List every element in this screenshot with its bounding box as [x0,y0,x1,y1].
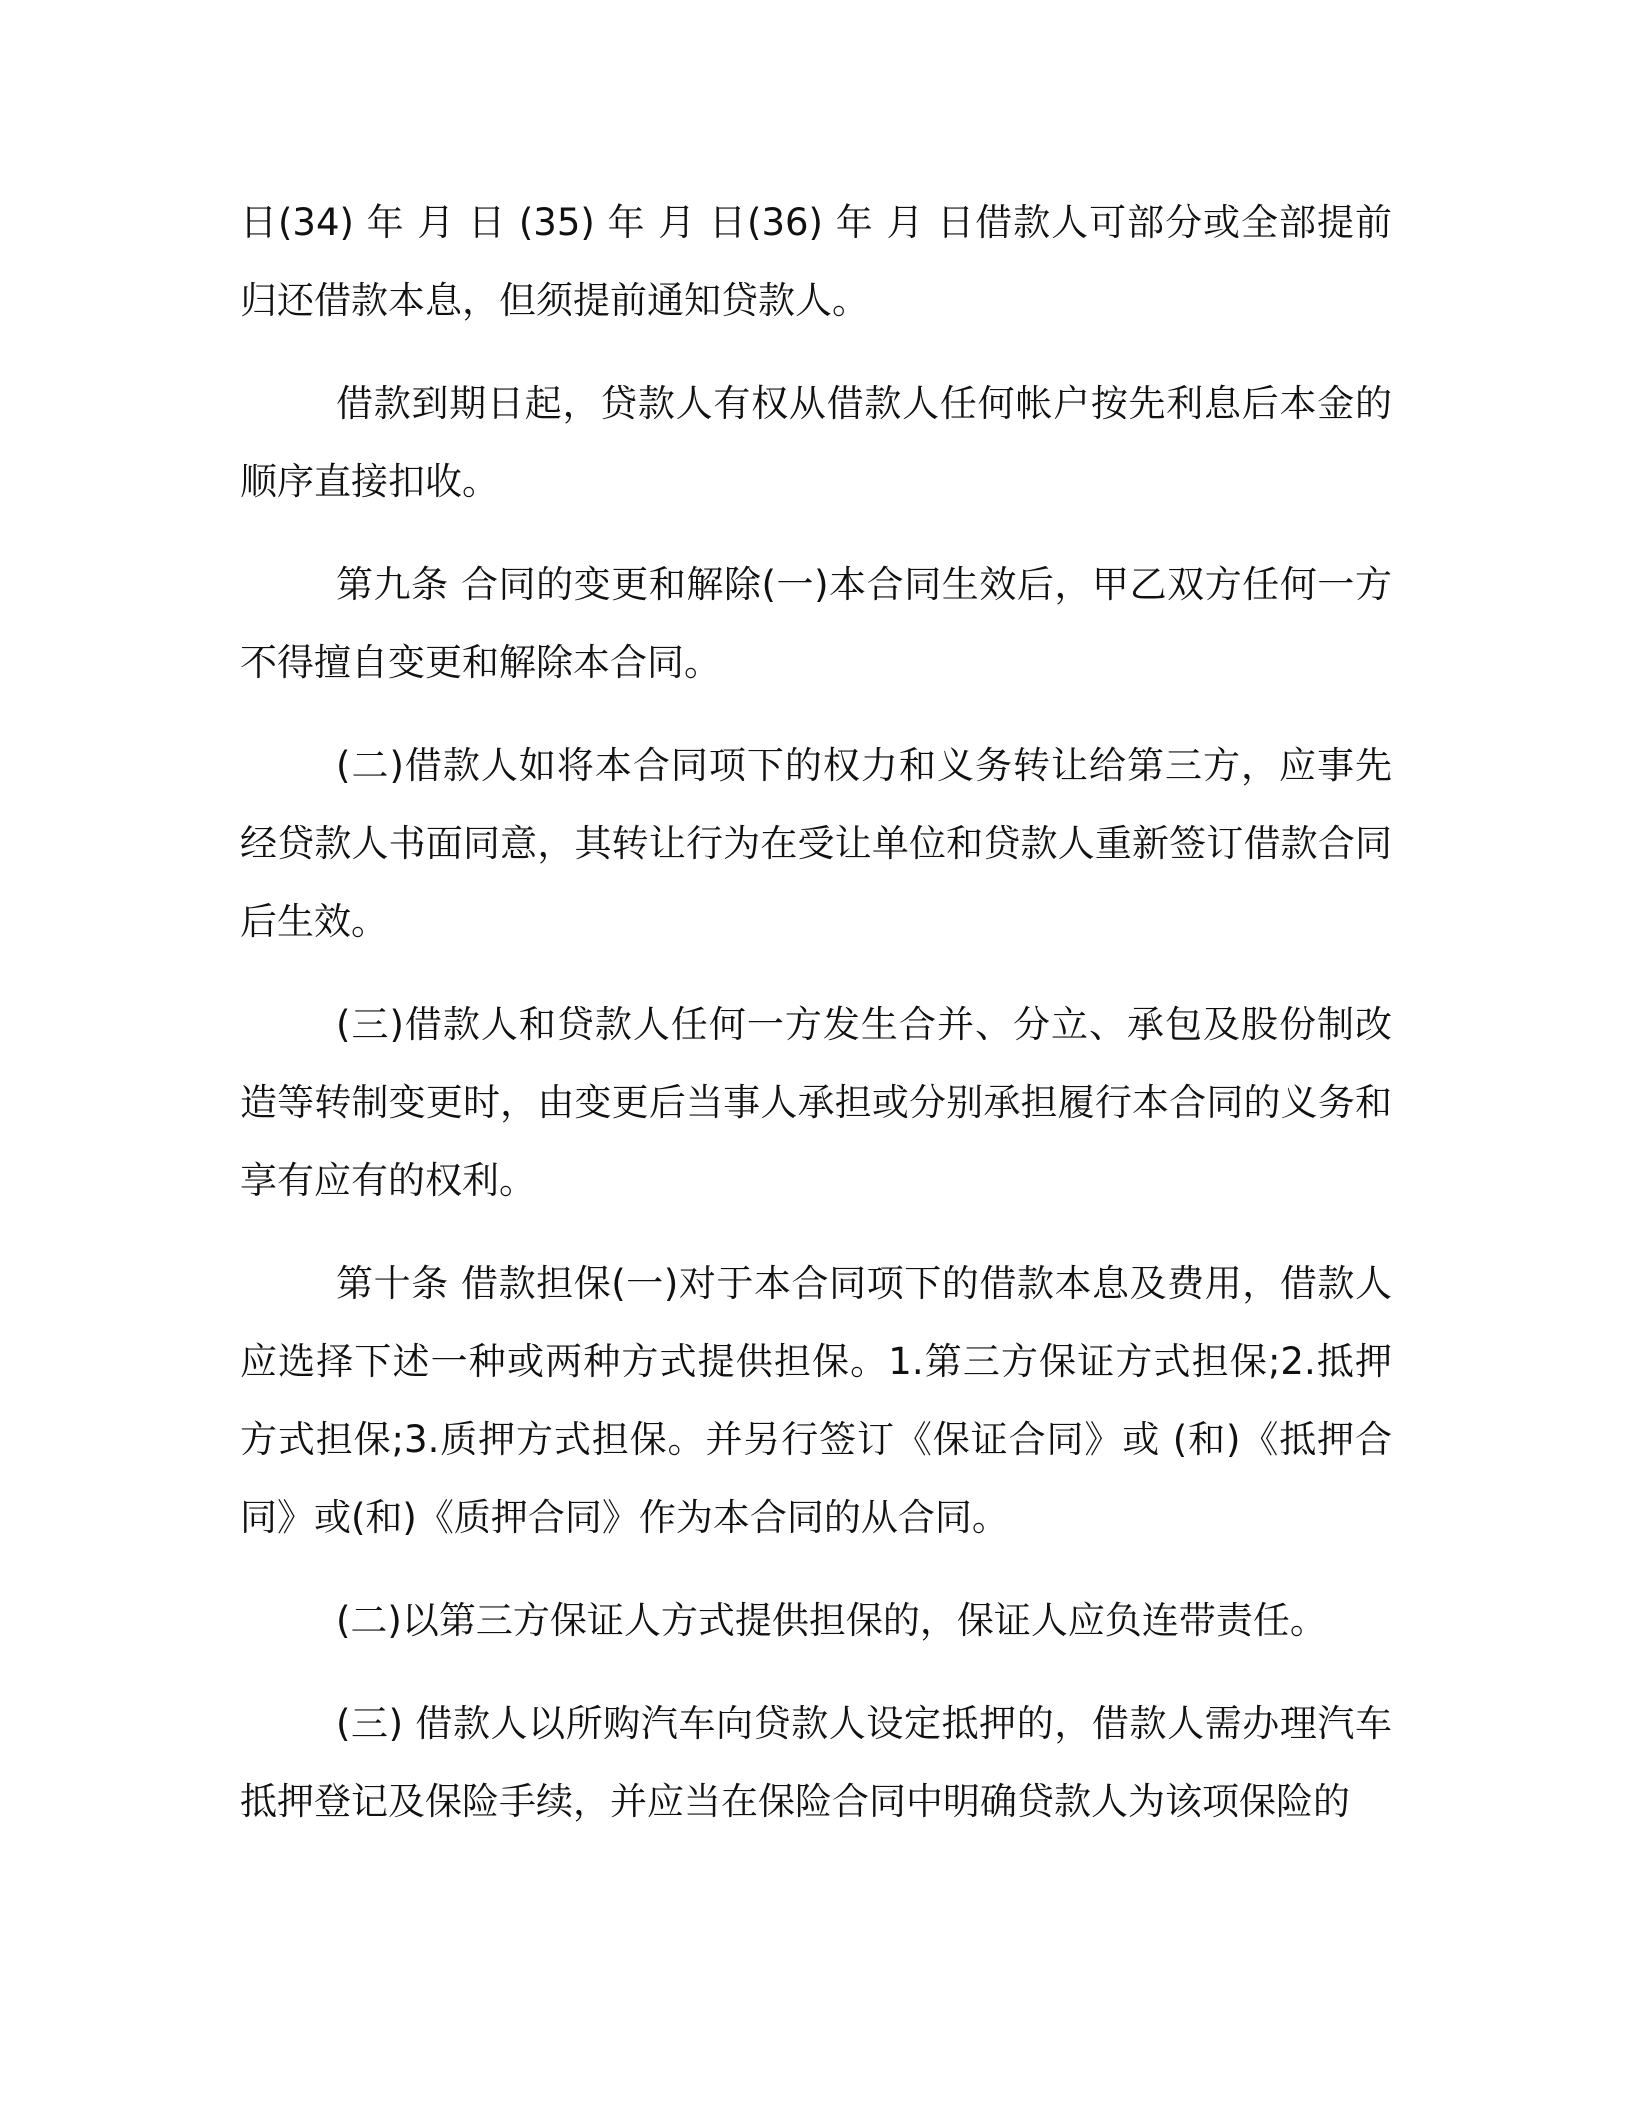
paragraph-4: (二)借款人如将本合同项下的权力和义务转让给第三方，应事先经贷款人书面同意，其转让行为在受让单位和贷款人重新签订借款合同后生效。 [240,744,1392,943]
paragraph-6: 第十条 借款担保(一)对于本合同项下的借款本息及费用，借款人应选择下述一种或两种方式提供担保。1.第三方保证方式担保;2.抵押方式担保;3.质押方式担保。并另行签订《保证合同》或 (和)《抵押合同》或(和)《质押合同》作为本合同的从合同。 [240,1262,1392,1539]
paragraph-2: 借款到期日起，贷款人有权从借款人任何帐户按先利息后本金的顺序直接扣收。 [240,382,1392,503]
paragraph-3: 第九条 合同的变更和解除(一)本合同生效后，甲乙双方任何一方不得擅自变更和解除本合同。 [240,563,1392,684]
document-body [240,184,1392,1866]
paragraph-5: (三)借款人和贷款人任何一方发生合并、分立、承包及股份制改造等转制变更时，由变更后当事人承担或分别承担履行本合同的义务和享有应有的权利。 [240,1003,1392,1202]
paragraph-8: (三) 借款人以所购汽车向贷款人设定抵押的，借款人需办理汽车抵押登记及保险手续，并应当在保险合同中明确贷款人为该项保险的 [240,1702,1392,1823]
paragraph-7: (二)以第三方保证人方式提供担保的，保证人应负连带责任。 [336,1599,1327,1642]
paragraph-1: 日(34) 年 月 日 (35) 年 月 日(36) 年 月 日借款人可部分或全部提前归还借款本息，但须提前通知贷款人。 [240,201,1392,322]
